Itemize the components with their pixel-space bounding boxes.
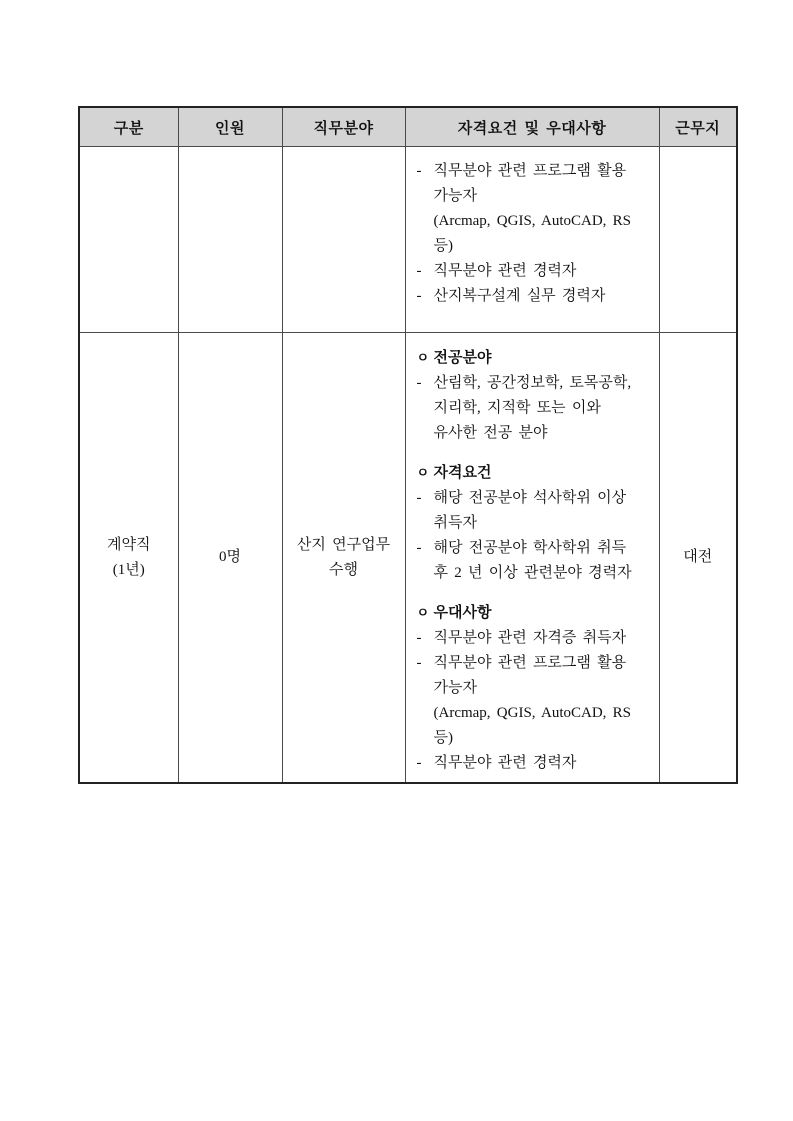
qualification-item [417,371,653,446]
item-wrapped-line: 지리학, 지적학 또는 이와 [433,400,601,416]
table-row [79,147,737,333]
circle-bullet-icon: ㅇ [416,350,430,365]
dash-bullet-icon: - [416,655,422,671]
heading-text: 자격요건 [433,465,492,481]
item-first-line [417,651,653,676]
dash-bullet-icon: - [416,163,422,179]
cell-headcount [178,147,282,333]
item-wrapped-line: 등) [433,730,453,746]
cell-category [79,333,178,784]
qualification-section-heading [417,460,653,486]
heading-text: 전공분야 [433,350,492,366]
dash-bullet-icon: - [416,263,422,279]
item-wrapped-line: 유사한 전공 분야 [433,425,548,441]
dash-bullet-icon: - [416,755,422,771]
item-first-line [417,486,653,511]
item-wrapped-line: 후 2 년 이상 관련분야 경력자 [433,565,632,581]
cell-qualifications [405,333,659,784]
cell-job-field [282,147,405,333]
header-qualifications: 자격요건 및 우대사항 [405,107,659,147]
item-text: 해당 전공분야 학사학위 취득 [433,540,627,556]
qualification-item [417,626,653,651]
cell-location [659,147,737,333]
qualification-item [417,284,653,309]
header-headcount: 인원 [178,107,282,147]
item-text: 직무분야 관련 프로그램 활용 [433,655,627,671]
item-wrapped-line: (Arcmap, QGIS, AutoCAD, RS [433,705,631,721]
cell-text-line: 수행 [329,561,358,578]
item-first-line [417,371,653,396]
qualification-item [417,486,653,536]
cell-text-line: 계약직 [107,536,151,553]
item-text: 해당 전공분야 석사학위 이상 [433,490,627,506]
item-first-line [417,626,653,651]
item-first-line [417,751,653,776]
item-wrapped-line: (Arcmap, QGIS, AutoCAD, RS [433,213,631,229]
qualification-item [417,651,653,751]
item-first-line [417,259,653,284]
qualification-section-heading [417,600,653,626]
item-text: 직무분야 관련 자격증 취득자 [433,630,627,646]
item-first-line [417,284,653,309]
item-text: 산림학, 공간정보학, 토목공학, [433,375,632,391]
heading-text: 우대사항 [433,605,492,621]
cell-headcount: 0명 [178,333,282,784]
qualification-item [417,259,653,284]
header-job-field: 직무분야 [282,107,405,147]
item-wrapped-line: 가능자 [433,188,477,204]
circle-bullet-icon: ㅇ [416,465,430,480]
item-wrapped-line: 등) [433,238,453,254]
qualification-item [417,536,653,586]
header-category: 구분 [79,107,178,147]
circle-bullet-icon: ㅇ [416,605,430,620]
header-location: 근무지 [659,107,737,147]
item-text: 직무분야 관련 경력자 [433,263,577,279]
item-first-line [417,536,653,561]
dash-bullet-icon: - [416,375,422,391]
dash-bullet-icon: - [416,288,422,304]
item-text: 직무분야 관련 프로그램 활용 [433,163,627,179]
cell-text-line: 산지 연구업무 [296,536,391,553]
qualification-item [417,159,653,259]
item-wrapped-line: 가능자 [433,680,477,696]
item-text: 산지복구설계 실무 경력자 [433,288,606,304]
table-header-row [79,107,737,147]
cell-location: 대전 [659,333,737,784]
item-first-line [417,159,653,184]
dash-bullet-icon: - [416,540,422,556]
qualification-item [417,751,653,776]
recruitment-table [78,106,738,784]
cell-job-field [282,333,405,784]
dash-bullet-icon: - [416,630,422,646]
item-wrapped-line: 취득자 [433,515,477,531]
dash-bullet-icon: - [416,490,422,506]
cell-text-line: (1년) [112,561,145,578]
item-text: 직무분야 관련 경력자 [433,755,577,771]
cell-qualifications [405,147,659,333]
qualification-section-heading [417,345,653,371]
table-row [79,333,737,784]
cell-category [79,147,178,333]
